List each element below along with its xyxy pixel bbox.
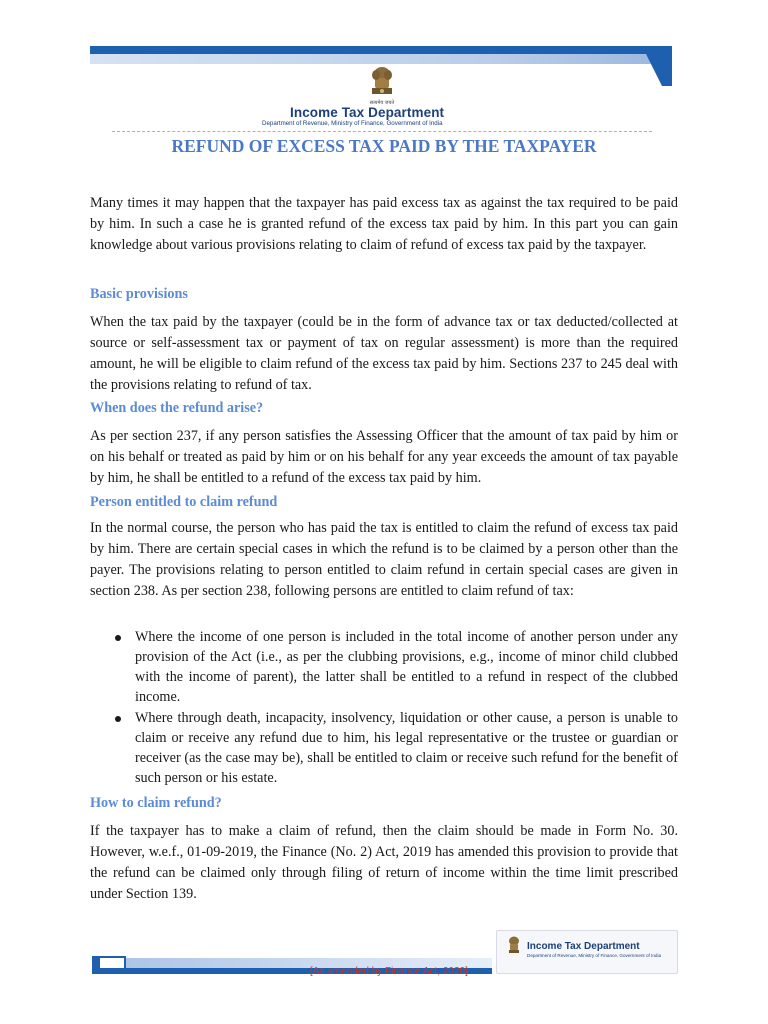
footer-logo-panel [496, 930, 678, 974]
department-subtitle: Department of Revenue, Ministry of Finance, Government of India [262, 120, 443, 127]
heading-basic-provisions: Basic provisions [90, 286, 188, 302]
bullet-dot [115, 635, 121, 641]
emblem-caption: सत्यमेव जयते [369, 100, 395, 106]
list-item: Where through death, incapacity, insolvency, liquidation or other cause, a person is unable to claim or receive any refund due to him, his legal representative or the trustee or guardian or receiver (as the case may be), shall be entitled to claim or receive such refund for the benefit of such person or his estate. [135, 710, 678, 786]
heading-person-entitled: Person entitled to claim refund [90, 494, 278, 510]
national-emblem-icon [362, 64, 402, 108]
footer-department-name: Income Tax Department [527, 941, 640, 952]
how-to-claim-paragraph: If the taxpayer has to make a claim of refund, then the claim should be made in Form No. 30. However, w.e.f., 01-09-2019, the Finance (No. 2) Act, 2019 has amended this provision to provide that the refund can be claimed only through filing of return of income within the time limit prescribed under Section 139. [90, 823, 678, 902]
amendment-note: [As amended by Finance Act, 2020] [310, 966, 468, 977]
person-entitled-paragraph: In the normal course, the person who has paid the tax is entitled to claim the refund of excess tax paid by him. There are certain special cases in which the refund is to be claimed by a person other than the payer. The provisions relating to person entitled to claim refund in certain special cases are given in section 238. As per section 238, following persons are entitled to claim refund of tax: [90, 520, 678, 599]
page-title: REFUND OF EXCESS TAX PAID BY THE TAXPAYER [171, 136, 597, 156]
basic-provisions-paragraph: When the tax paid by the taxpayer (could be in the form of advance tax or tax deducted/collected at source or self-assessment tax or payment of tax on regular assessment) is more than the required amount, he will be eligible to claim refund of the excess tax paid by him. Sections 237 to 245 deal with the provisions relating to refund of tax. [90, 314, 678, 393]
department-name: Income Tax Department [290, 105, 445, 120]
heading-when-refund-arises: When does the refund arise? [90, 400, 264, 416]
heading-how-to-claim: How to claim refund? [90, 795, 222, 811]
intro-paragraph: Many times it may happen that the taxpayer has paid excess tax as against the tax required to be paid by him. In such a case he is granted refund of the excess tax paid by him. In this part you can gain knowledge about various provisions relating to claim of refund of excess tax paid by the taxpayer. [90, 195, 678, 253]
list-item: Where the income of one person is included in the total income of another person under any provision of the Act (i.e., as per the clubbing provisions, e.g., income of minor child clubbed with the income of parent), the latter shall be entitled to a refund in respect of the clubbed income. [135, 629, 678, 705]
footer-emblem-icon [506, 935, 522, 959]
refund-arise-paragraph: As per section 237, if any person satisfies the Assessing Officer that the amount of tax paid by him or on his behalf or treated as paid by him or on his behalf for any year exceeds the amount of tax payable by him, he shall be entitled to a refund of the excess tax paid by him. [90, 428, 678, 486]
footer-department-subtitle: Department of Revenue, Ministry of Finance, Government of India [527, 953, 662, 958]
header-divider [112, 131, 652, 132]
bullet-dot [115, 716, 121, 722]
